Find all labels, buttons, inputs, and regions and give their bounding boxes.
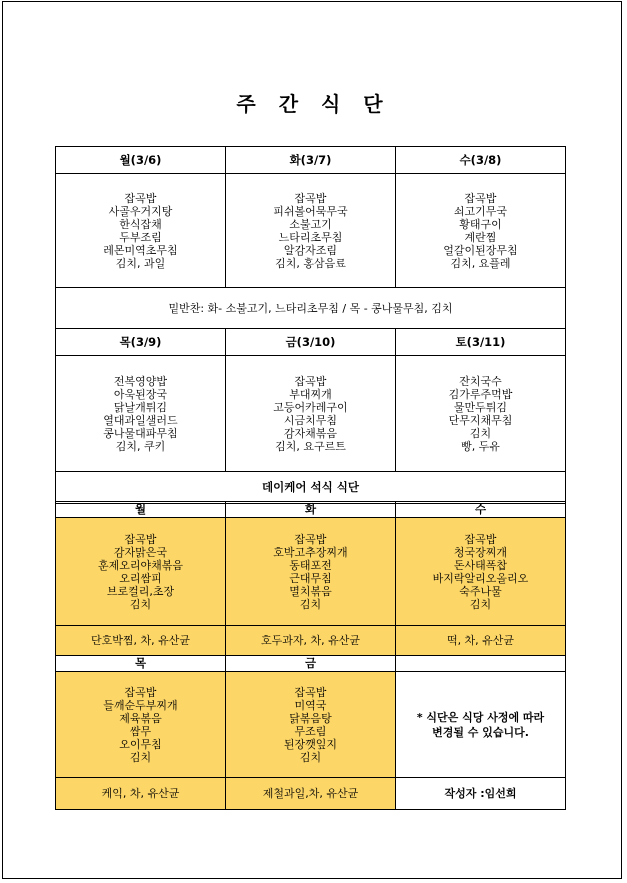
menu-item: 알감자조림 xyxy=(283,243,338,257)
day-header: 수(3/8) xyxy=(396,147,566,174)
day-header: 화(3/7) xyxy=(226,147,396,174)
day-header: 월(3/6) xyxy=(56,147,226,174)
side-dish-note: 밑반찬: 화- 소불고기, 느타리초무침 / 목 - 콩나물무침, 김치 xyxy=(56,288,566,329)
menu-item: 계란찜 xyxy=(464,230,497,244)
menu-item: 잡곡밥 xyxy=(124,191,157,205)
menu-item: 잡곡밥 xyxy=(294,532,327,546)
day-header: 월 xyxy=(56,502,226,518)
menu-item: 느타리초무침 xyxy=(278,230,343,244)
menu-item: 고등어카레구이 xyxy=(273,400,348,414)
menu-item: 제육볶음 xyxy=(119,711,162,725)
snack-cell: 제철과일,차, 유산균 xyxy=(226,778,396,810)
menu-item: 김치 xyxy=(299,597,322,611)
menu-item: 들깨순두부찌개 xyxy=(103,698,178,712)
dinner-table xyxy=(55,501,566,810)
day-header: 목(3/9) xyxy=(56,329,226,356)
menu-item: 돈사태폭찹 xyxy=(453,558,508,572)
notice-cell xyxy=(396,672,566,778)
menu-item: 잡곡밥 xyxy=(294,685,327,699)
menu-item: 얼갈이된장무침 xyxy=(443,243,518,257)
menu-item: 잡곡밥 xyxy=(464,191,497,205)
day-header: 금(3/10) xyxy=(226,329,396,356)
menu-item: 멸치볶음 xyxy=(289,584,332,598)
menu-cell xyxy=(396,356,566,472)
menu-item: 무조림 xyxy=(294,724,327,738)
menu-cell xyxy=(396,518,566,626)
menu-item: 미역국 xyxy=(294,698,327,712)
menu-item: 김치 xyxy=(469,426,492,440)
menu-item: 동태포전 xyxy=(289,558,332,572)
menu-item: 시금치무침 xyxy=(283,413,338,427)
menu-item: 쇠고기무국 xyxy=(453,204,508,218)
menu-item: 브로컬리,초장 xyxy=(106,584,175,598)
menu-item: 열대과일샐러드 xyxy=(103,413,178,427)
menu-item: 콩나물대파무침 xyxy=(103,426,178,440)
notice-line: 변경될 수 있습니다. xyxy=(432,725,529,739)
dinner-menu-row-1 xyxy=(56,518,566,626)
page-title: 주 간 식 단 xyxy=(236,92,391,116)
empty-header-cell xyxy=(396,656,566,672)
dinner-menu-row-2 xyxy=(56,672,566,778)
menu-cell xyxy=(396,174,566,288)
menu-item: 김치, 요플레 xyxy=(450,256,511,270)
menu-item: 빵, 두유 xyxy=(461,439,500,453)
menu-item: 김치 xyxy=(299,750,322,764)
menu-item: 잔치국수 xyxy=(459,374,502,388)
menu-item: 김치, 쿠키 xyxy=(115,439,166,453)
menu-item: 김치 xyxy=(129,597,152,611)
menu-item: 사골우거지탕 xyxy=(108,204,173,218)
menu-item: 전복영양밥 xyxy=(113,374,168,388)
menu-item: 훈제오리야채볶음 xyxy=(97,558,183,572)
menu-item: 잡곡밥 xyxy=(124,532,157,546)
author-cell: 작성자 :임선희 xyxy=(396,778,566,810)
menu-item: 숙주나물 xyxy=(459,584,502,598)
week1-header-row xyxy=(56,147,566,174)
menu-item: 김치, 요구르트 xyxy=(275,439,346,453)
menu-item: 두부조림 xyxy=(119,230,162,244)
menu-item: 잡곡밥 xyxy=(294,191,327,205)
menu-item: 근대무침 xyxy=(289,571,332,585)
menu-item: 김가루주먹밥 xyxy=(448,387,513,401)
week2-menu-row xyxy=(56,356,566,472)
menu-item: 잡곡밥 xyxy=(464,532,497,546)
menu-item: 바지락알리오올리오 xyxy=(432,571,529,585)
menu-item: 김치 xyxy=(129,750,152,764)
menu-cell xyxy=(226,174,396,288)
menu-item: 김치, 과일 xyxy=(115,256,166,270)
menu-item: 닭볶음탕 xyxy=(289,711,332,725)
dinner-snack-row-1 xyxy=(56,626,566,656)
menu-cell xyxy=(56,518,226,626)
menu-cell xyxy=(56,672,226,778)
menu-cell xyxy=(56,356,226,472)
notice-line: * 식단은 식당 사정에 따라 xyxy=(416,710,545,724)
menu-item: 오이무침 xyxy=(119,737,162,751)
snack-cell: 케익, 차, 유산균 xyxy=(56,778,226,810)
menu-item: 김치 xyxy=(469,597,492,611)
menu-item: 호박고추장찌개 xyxy=(273,545,348,559)
dinner-header-row-2 xyxy=(56,656,566,672)
menu-cell xyxy=(226,672,396,778)
menu-item: 아욱된장국 xyxy=(113,387,168,401)
menu-item: 부대찌개 xyxy=(289,387,332,401)
menu-item: 감자맑은국 xyxy=(113,545,168,559)
day-header: 금 xyxy=(226,656,396,672)
menu-item: 잡곡밥 xyxy=(124,685,157,699)
day-header: 수 xyxy=(396,502,566,518)
menu-cell xyxy=(226,518,396,626)
menu-item: 피쉬볼어묵무국 xyxy=(273,204,348,218)
menu-item: 단무지채무침 xyxy=(448,413,513,427)
day-header: 목 xyxy=(56,656,226,672)
menu-item: 황태구이 xyxy=(459,217,502,231)
lunch-table xyxy=(55,146,566,504)
menu-item: 청국장찌개 xyxy=(453,545,508,559)
dinner-title-row xyxy=(56,472,566,504)
menu-item: 김치, 홍삼음료 xyxy=(275,256,346,270)
menu-item: 쌈무 xyxy=(129,724,152,738)
day-header: 토(3/11) xyxy=(396,329,566,356)
side-dish-row xyxy=(56,288,566,329)
menu-item: 잡곡밥 xyxy=(294,374,327,388)
snack-cell: 단호박찜, 차, 유산균 xyxy=(56,626,226,656)
menu-item: 감자채볶음 xyxy=(283,426,338,440)
menu-cell xyxy=(226,356,396,472)
week2-header-row xyxy=(56,329,566,356)
snack-cell: 떡, 차, 유산균 xyxy=(396,626,566,656)
day-header: 화 xyxy=(226,502,396,518)
menu-item: 닭날개튀김 xyxy=(113,400,168,414)
dinner-section-title: 데이케어 석식 식단 xyxy=(56,472,566,504)
menu-item: 소불고기 xyxy=(289,217,332,231)
week1-menu-row xyxy=(56,174,566,288)
dinner-header-row-1 xyxy=(56,502,566,518)
snack-cell: 호두과자, 차, 유산균 xyxy=(226,626,396,656)
menu-item: 한식잡채 xyxy=(119,217,162,231)
menu-cell xyxy=(56,174,226,288)
menu-item: 레몬미역초무침 xyxy=(103,243,178,257)
menu-item: 된장깻잎지 xyxy=(283,737,338,751)
menu-item: 물만두튀김 xyxy=(453,400,508,414)
dinner-snack-row-2 xyxy=(56,778,566,810)
menu-item: 오리쌈피 xyxy=(119,571,162,585)
